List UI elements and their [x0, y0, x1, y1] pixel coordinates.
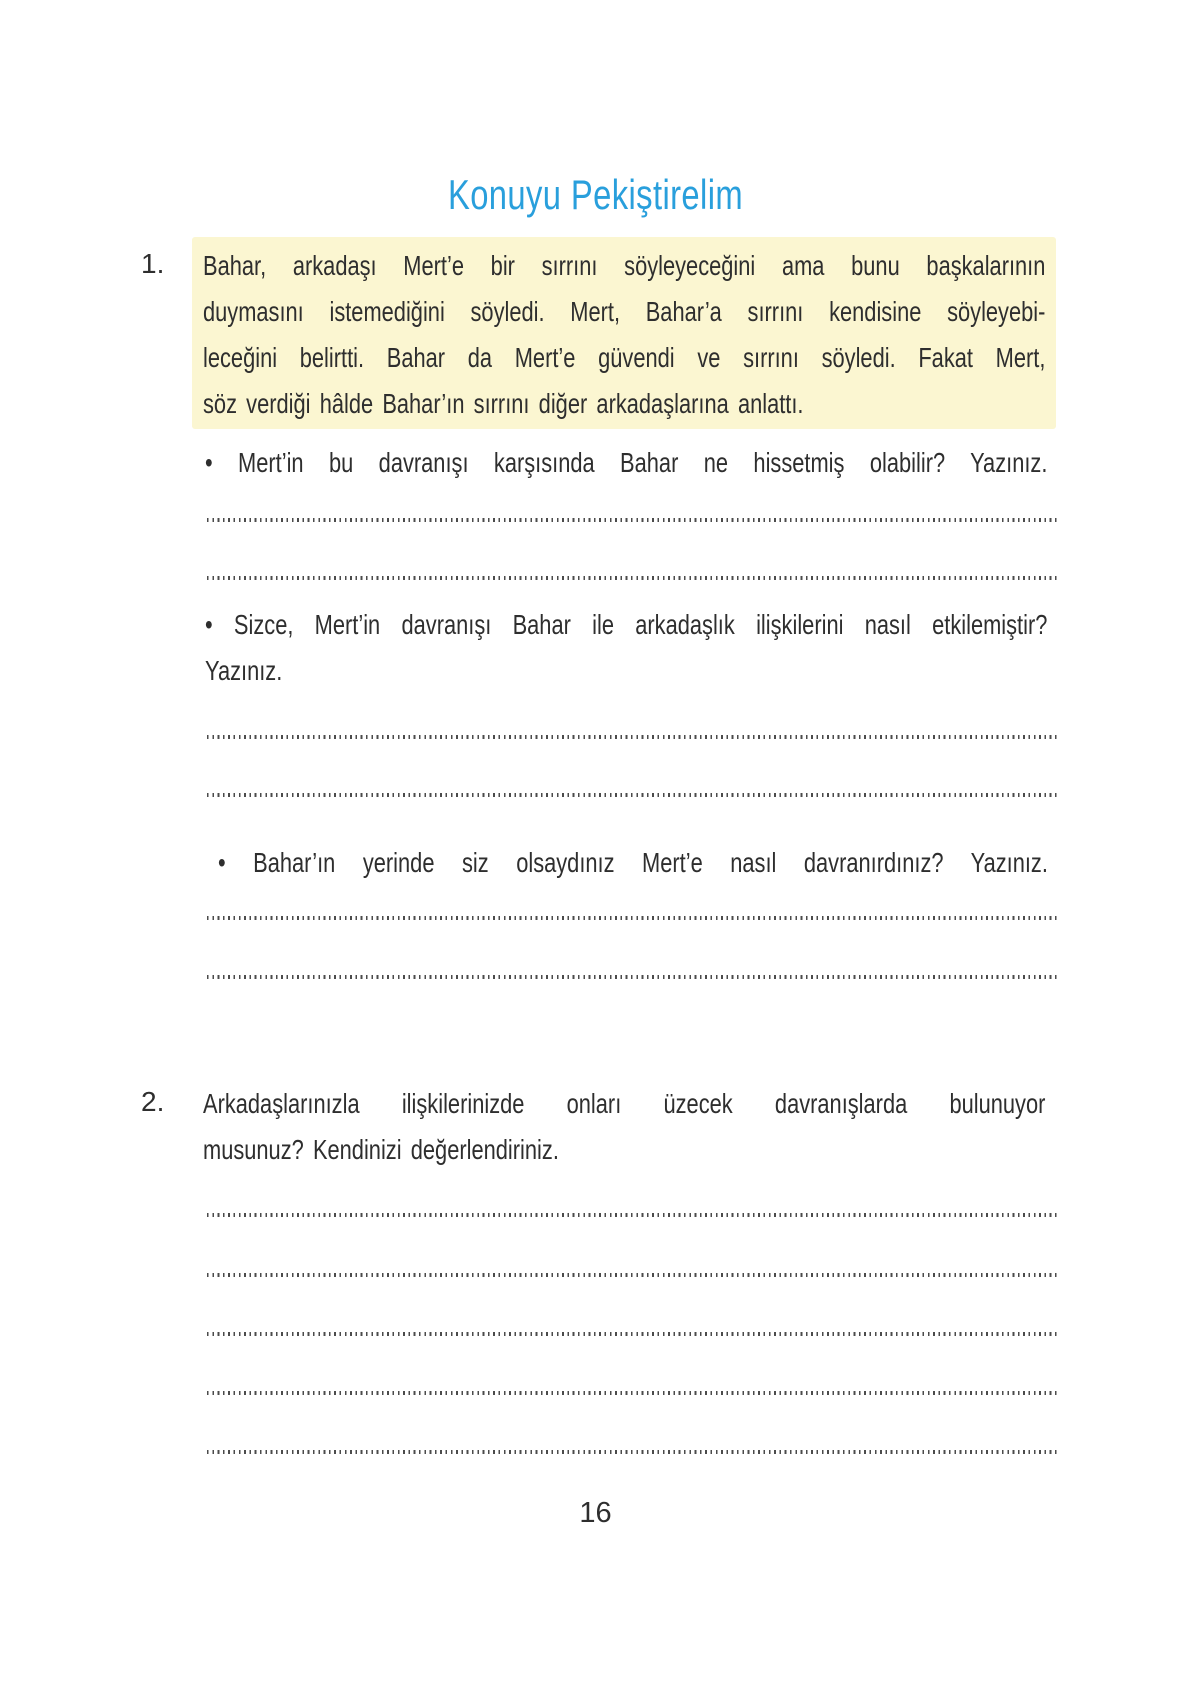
sub-question-3-line: [218, 840, 1048, 886]
paragraph-line: Bahar, arkadaşı Mert’e bir sırrını söyleyeceğini ama bunu başkalarının: [203, 250, 1046, 281]
answer-dotted-line: [207, 1332, 1060, 1336]
sub-question-2: [205, 602, 1191, 694]
sub-question-2-line: [205, 602, 1047, 648]
page-number: 16: [579, 1497, 612, 1529]
paragraph-line: duymasını istemediğini söyledi. Mert, Bahar’a sırrını kendisine söyleyebi-: [203, 296, 1046, 327]
bullet-icon: •: [205, 447, 213, 478]
answer-dotted-line: [207, 518, 1060, 522]
sub-question-3-text: Bahar’ın yerinde siz olsaydınız Mert’e nasıl davranırdınız? Yazınız.: [253, 847, 1048, 878]
sub-question-1-text: Mert’in bu davranışı karşısında Bahar ne hissetmiş olabilir? Yazınız.: [238, 447, 1048, 478]
answer-dotted-line: [207, 576, 1060, 580]
page-title: Konuyu Pekiştirelim: [447, 171, 744, 218]
bullet-icon: •: [218, 847, 226, 878]
sub-question-1: [205, 440, 1191, 486]
question-2-paragraph: [203, 1081, 1191, 1173]
paragraph-line: Arkadaşlarınızla ilişkilerinizde onları üzecek davranışlarda bulunuyor: [203, 1088, 1046, 1119]
question-2-number: 2.: [141, 1086, 165, 1117]
answer-dotted-line: [207, 735, 1060, 739]
sub-question-3: [218, 840, 1191, 886]
paragraph-line: musunuz? Kendinizi değerlendiriniz.: [203, 1134, 559, 1165]
paragraph-line: söz verdiği hâlde Bahar’ın sırrını diğer arkadaşlarına anlattı.: [203, 388, 804, 419]
answer-dotted-line: [207, 916, 1060, 920]
answer-dotted-line: [207, 1450, 1060, 1454]
answer-dotted-line: [207, 975, 1060, 979]
answer-dotted-line: [207, 1391, 1060, 1395]
question-1-paragraph: [203, 243, 1191, 427]
sub-question-1-line: [205, 440, 1047, 486]
sub-question-2-text-continued: Yazınız.: [205, 655, 283, 686]
question-1-number: 1.: [141, 248, 165, 279]
bullet-icon: •: [205, 609, 213, 640]
paragraph-line: leceğini belirtti. Bahar da Mert’e güvendi ve sırrını söyledi. Fakat Mert,: [203, 342, 1046, 373]
sub-question-2-text: Sizce, Mert’in davranışı Bahar ile arkadaşlık ilişkilerini nasıl etkilemiştir?: [233, 609, 1048, 640]
answer-dotted-line: [207, 1213, 1060, 1217]
answer-dotted-line: [207, 1273, 1060, 1277]
answer-dotted-line: [207, 793, 1060, 797]
